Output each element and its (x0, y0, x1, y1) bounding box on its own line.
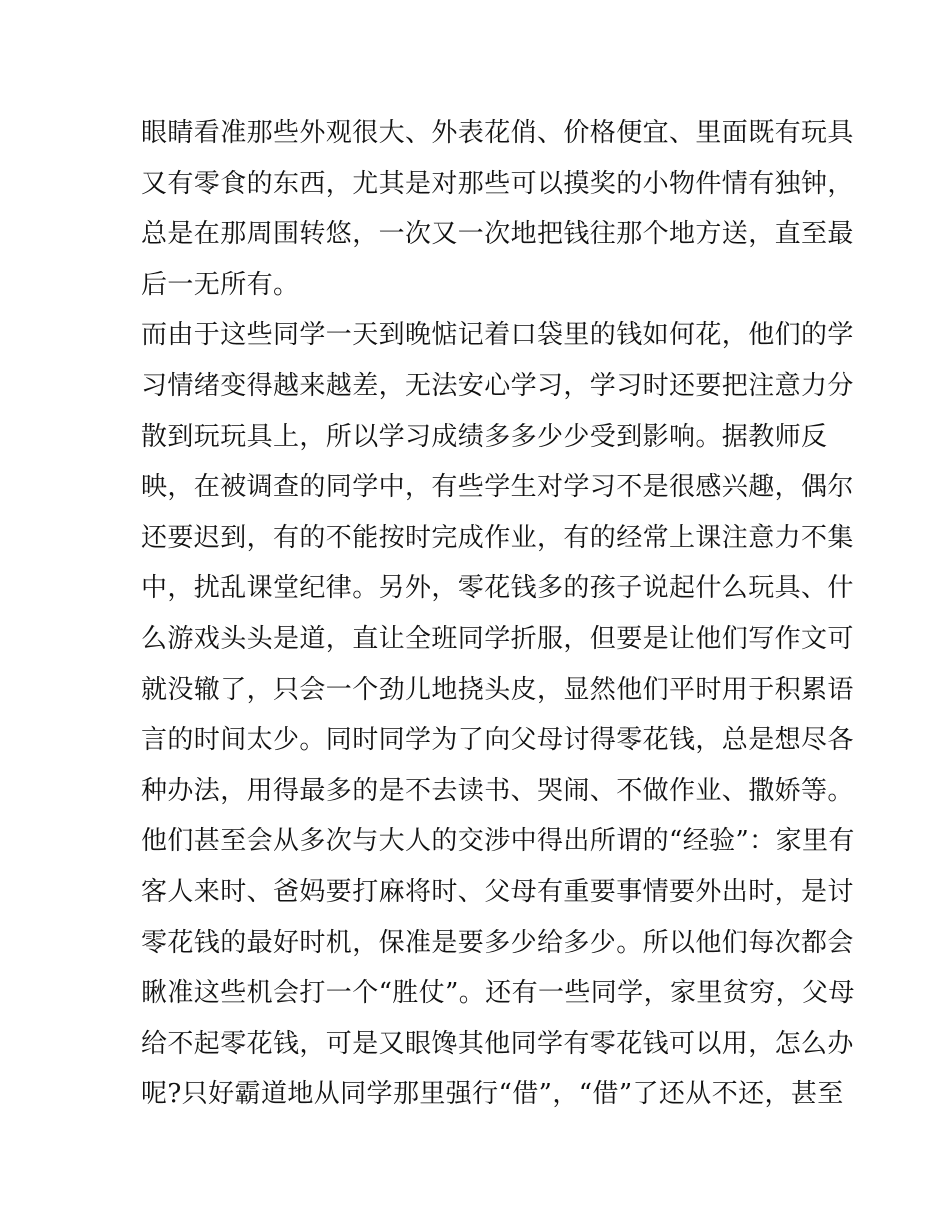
body-text (141, 108, 855, 1120)
text-line: 中，扰乱课堂纪律。另外，零花钱多的孩子说起什么玩具、什 (141, 573, 854, 604)
text-line: 而由于这些同学一天到晚惦记着口袋里的钱如何花，他们的学 (141, 320, 854, 351)
text-line: 就没辙了，只会一个劲儿地挠头皮，显然他们平时用于积累语 (141, 674, 854, 705)
text-line: 还要迟到，有的不能按时完成作业，有的经常上课注意力不集 (141, 522, 854, 553)
text-line: 瞅准这些机会打一个“胜仗”。还有一些同学，家里贫穷，父母 (141, 978, 855, 1009)
text-line: 呢?只好霸道地从同学那里强行“借”，“借”了还从不还，甚至 (141, 1079, 844, 1110)
text-line: 零花钱的最好时机，保准是要多少给多少。所以他们每次都会 (141, 927, 854, 958)
text-line: 种办法，用得最多的是不去读书、哭闹、不做作业、撒娇等。 (141, 775, 854, 806)
text-line: 习情绪变得越来越差，无法安心学习，学习时还要把注意力分 (141, 370, 854, 401)
text-line: 言的时间太少。同时同学为了向父母讨得零花钱，总是想尽各 (141, 725, 854, 756)
text-line: 后一无所有。 (141, 269, 300, 300)
text-line: 眼睛看准那些外观很大、外表花俏、价格便宜、里面既有玩具 (141, 118, 854, 148)
text-line: 总是在那周围转悠，一次又一次地把钱往那个地方送，直至最 (141, 219, 854, 250)
text-line: 又有零食的东西，尤其是对那些可以摸奖的小物件情有独钟， (141, 168, 854, 199)
text-line: 映，在被调查的同学中，有些学生对学习不是很感兴趣，偶尔 (141, 472, 854, 503)
text-line: 客人来时、爸妈要打麻将时、父母有重要事情要外出时，是讨 (141, 876, 854, 907)
text-line: 给不起零花钱，可是又眼馋其他同学有零花钱可以用，怎么办 (141, 1028, 854, 1059)
text-line: 散到玩玩具上，所以学习成绩多多少少受到影响。据教师反 (141, 421, 828, 452)
text-line: 他们甚至会从多次与大人的交涉中得出所谓的“经验”：家里有 (141, 826, 855, 857)
text-line: 么游戏头头是道，直让全班同学折服，但要是让他们写作文可 (141, 623, 854, 654)
